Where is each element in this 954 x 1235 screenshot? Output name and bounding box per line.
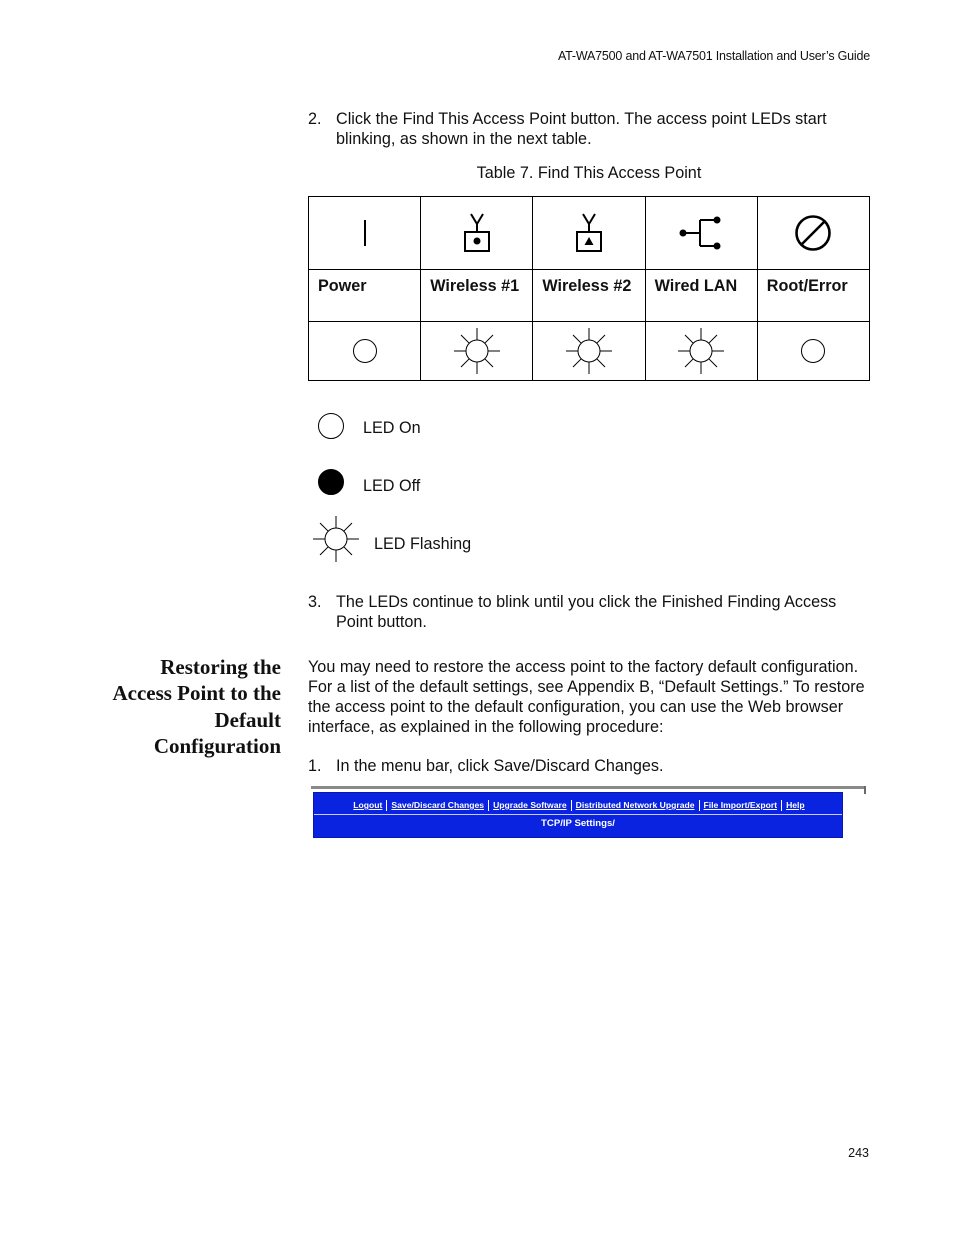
wired-lan-icon — [678, 215, 724, 251]
legend-label: LED Flashing — [374, 535, 472, 553]
step-2 — [308, 109, 870, 151]
step-text: Click the Find This Access Point button. The access point LEDs start blinking, as shown in the next table. — [336, 110, 827, 148]
legend-led-flashing — [310, 516, 610, 562]
step-text: The LEDs continue to blink until you click the Finished Finding Access Point button. — [336, 593, 837, 631]
label-row — [309, 270, 870, 322]
led-off-icon — [317, 468, 345, 496]
wireless-1-state-cell — [421, 322, 533, 381]
step-text: In the menu bar, click Save/Discard Changes. — [336, 757, 664, 775]
legend-label: LED On — [363, 419, 421, 437]
menu-page-title: TCP/IP Settings/ — [541, 818, 615, 829]
legend-led-on — [310, 410, 610, 450]
led-flashing-icon — [451, 328, 503, 374]
root-error-icon-cell — [757, 197, 869, 270]
legend-label: LED Off — [363, 477, 421, 495]
screenshot-frame-edge — [864, 786, 866, 794]
wired-lan-icon-cell — [645, 197, 757, 270]
column-label: Wired LAN — [645, 270, 757, 322]
column-label: Root/Error — [757, 270, 869, 322]
wireless-2-icon-cell — [533, 197, 645, 270]
root-error-icon — [793, 213, 833, 253]
led-on-icon — [800, 338, 826, 364]
step-number: 2. — [308, 110, 322, 128]
led-flashing-icon — [563, 328, 615, 374]
led-flashing-icon — [675, 328, 727, 374]
column-label: Power — [309, 270, 421, 322]
page-number: 243 — [848, 1146, 869, 1160]
running-header: AT-WA7500 and AT-WA7501 Installation and User’s Guide — [557, 49, 870, 63]
power-icon-cell — [309, 197, 421, 270]
menu-save-discard-changes[interactable]: Save/Discard Changes — [387, 800, 489, 811]
table-caption: Table 7. Find This Access Point — [476, 164, 702, 182]
wired-lan-state-cell — [645, 322, 757, 381]
menu-upgrade-software[interactable]: Upgrade Software — [489, 800, 572, 811]
column-label: Wireless #2 — [533, 270, 645, 322]
led-on-icon — [317, 412, 345, 440]
web-menu-screenshot — [311, 786, 866, 838]
wireless-1-icon-cell — [421, 197, 533, 270]
section-paragraph: You may need to restore the access point to the factory default configuration. For a list of the default settings, see Appendix B, “Default Settings.” To restore the access point to the default configuration, you can use the Web browser interface, as explained in the following procedure: — [308, 658, 865, 736]
wireless-2-icon — [573, 212, 605, 254]
menu-bar — [313, 792, 843, 838]
legend-led-off — [310, 467, 610, 507]
menu-distributed-network-upgrade[interactable]: Distributed Network Upgrade — [572, 800, 700, 811]
icon-row — [309, 197, 870, 270]
step-3 — [308, 592, 870, 634]
column-label: Wireless #1 — [421, 270, 533, 322]
menu-file-import-export[interactable]: File Import/Export — [700, 800, 783, 811]
menu-items — [314, 799, 844, 812]
step-number: 1. — [308, 757, 322, 775]
menu-help[interactable]: Help — [786, 800, 805, 810]
power-state-cell — [309, 322, 421, 381]
led-on-icon — [352, 338, 378, 364]
step-1 — [308, 756, 870, 778]
screenshot-frame — [311, 786, 866, 789]
menu-logout[interactable]: Logout — [349, 800, 387, 811]
state-row — [309, 322, 870, 381]
section-heading: Restoring the Access Point to the Default Configuration — [112, 655, 281, 758]
menu-divider — [314, 814, 842, 815]
wireless-2-state-cell — [533, 322, 645, 381]
led-flashing-icon — [310, 516, 362, 562]
step-number: 3. — [308, 593, 322, 611]
root-error-state-cell — [757, 322, 869, 381]
wireless-1-icon — [461, 212, 493, 254]
led-table — [308, 196, 870, 381]
power-bar-icon — [360, 218, 370, 248]
